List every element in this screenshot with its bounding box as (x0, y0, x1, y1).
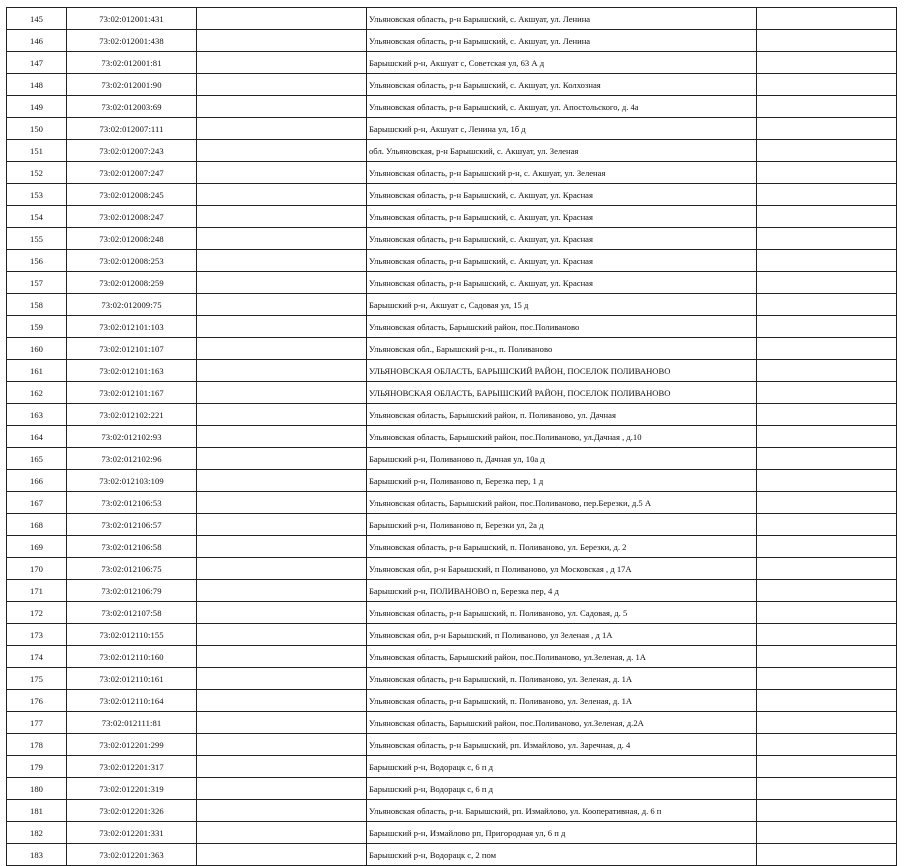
cadastral-number: 73:02:012102:96 (67, 448, 197, 470)
empty-cell (197, 228, 367, 250)
row-number: 154 (7, 206, 67, 228)
empty-cell (757, 734, 897, 756)
empty-cell (197, 690, 367, 712)
address: Ульяновская обл, р-н Барышский, п Поливаново, ул Московская , д 17А (367, 558, 757, 580)
row-number: 149 (7, 96, 67, 118)
row-number: 145 (7, 8, 67, 30)
empty-cell (197, 404, 367, 426)
empty-cell (197, 822, 367, 844)
row-number: 148 (7, 74, 67, 96)
empty-cell (757, 184, 897, 206)
empty-cell (757, 778, 897, 800)
row-number: 164 (7, 426, 67, 448)
empty-cell (757, 558, 897, 580)
empty-cell (757, 756, 897, 778)
empty-cell (757, 844, 897, 866)
empty-cell (757, 74, 897, 96)
table-row (7, 712, 897, 734)
cadastral-number: 73:02:012003:69 (67, 96, 197, 118)
empty-cell (197, 668, 367, 690)
row-number: 170 (7, 558, 67, 580)
cadastral-number: 73:02:012201:317 (67, 756, 197, 778)
empty-cell (197, 52, 367, 74)
row-number: 163 (7, 404, 67, 426)
address: Ульяновская область, р-н Барышский, п. Поливаново, ул. Садовая, д. 5 (367, 602, 757, 624)
empty-cell (757, 536, 897, 558)
cadastral-number: 73:02:012008:259 (67, 272, 197, 294)
registry-table-body (7, 8, 897, 866)
address: Ульяновская область, р-н Барышский, с. Акшуат, ул. Апостольского, д. 4а (367, 96, 757, 118)
cadastral-number: 73:02:012102:221 (67, 404, 197, 426)
empty-cell (197, 316, 367, 338)
row-number: 169 (7, 536, 67, 558)
empty-cell (757, 668, 897, 690)
address: Барышский р-н, Водорацк с, 6 п д (367, 756, 757, 778)
empty-cell (757, 250, 897, 272)
table-row (7, 272, 897, 294)
table-row (7, 30, 897, 52)
empty-cell (757, 140, 897, 162)
table-row (7, 470, 897, 492)
cadastral-number: 73:02:012201:319 (67, 778, 197, 800)
address: Ульяновская область, р-н Барышский, с. Акшуат, ул. Красная (367, 272, 757, 294)
empty-cell (757, 602, 897, 624)
cadastral-number: 73:02:012008:245 (67, 184, 197, 206)
address: Ульяновская область, р-н. Барышский, рп. Измайлово, ул. Кооперативная, д. 6 п (367, 800, 757, 822)
empty-cell (757, 624, 897, 646)
row-number: 147 (7, 52, 67, 74)
cadastral-number: 73:02:012106:79 (67, 580, 197, 602)
empty-cell (757, 822, 897, 844)
empty-cell (197, 492, 367, 514)
empty-cell (757, 690, 897, 712)
empty-cell (197, 580, 367, 602)
empty-cell (197, 360, 367, 382)
empty-cell (757, 646, 897, 668)
empty-cell (757, 492, 897, 514)
row-number: 150 (7, 118, 67, 140)
table-row (7, 382, 897, 404)
address: обл. Ульяновская, р-н Барышский, с. Акшуат, ул. Зеленая (367, 140, 757, 162)
empty-cell (757, 294, 897, 316)
table-row (7, 52, 897, 74)
empty-cell (757, 712, 897, 734)
empty-cell (197, 734, 367, 756)
empty-cell (197, 778, 367, 800)
cadastral-number: 73:02:012007:243 (67, 140, 197, 162)
table-row (7, 316, 897, 338)
empty-cell (197, 800, 367, 822)
empty-cell (197, 162, 367, 184)
cadastral-number: 73:02:012201:363 (67, 844, 197, 866)
empty-cell (197, 96, 367, 118)
table-row (7, 228, 897, 250)
empty-cell (757, 470, 897, 492)
cadastral-number: 73:02:012009:75 (67, 294, 197, 316)
table-row (7, 426, 897, 448)
empty-cell (197, 8, 367, 30)
row-number: 177 (7, 712, 67, 734)
row-number: 146 (7, 30, 67, 52)
row-number: 173 (7, 624, 67, 646)
address: Барышский р-н, ПОЛИВАНОВО п, Березка пер, 4 д (367, 580, 757, 602)
row-number: 168 (7, 514, 67, 536)
address: Барышский р-н, Акшуат с, Ленина ул, 1б д (367, 118, 757, 140)
row-number: 159 (7, 316, 67, 338)
empty-cell (757, 228, 897, 250)
row-number: 171 (7, 580, 67, 602)
empty-cell (197, 206, 367, 228)
cadastral-number: 73:02:012201:326 (67, 800, 197, 822)
row-number: 174 (7, 646, 67, 668)
row-number: 155 (7, 228, 67, 250)
table-row (7, 140, 897, 162)
address: Ульяновская область, Барышский район, пос.Поливаново, ул.Зеленая, д.2А (367, 712, 757, 734)
cadastral-number: 73:02:012101:167 (67, 382, 197, 404)
cadastral-number: 73:02:012111:81 (67, 712, 197, 734)
empty-cell (197, 602, 367, 624)
table-row (7, 8, 897, 30)
cadastral-number: 73:02:012007:111 (67, 118, 197, 140)
cadastral-number: 73:02:012008:247 (67, 206, 197, 228)
cadastral-number: 73:02:012001:90 (67, 74, 197, 96)
cadastral-number: 73:02:012008:253 (67, 250, 197, 272)
cadastral-number: 73:02:012107:58 (67, 602, 197, 624)
empty-cell (757, 272, 897, 294)
empty-cell (757, 360, 897, 382)
address: Ульяновская область, р-н Барышский, п. Поливаново, ул. Зеленая, д. 1А (367, 690, 757, 712)
empty-cell (757, 448, 897, 470)
empty-cell (197, 448, 367, 470)
table-row (7, 822, 897, 844)
address: Ульяновская область, Барышский район, пос.Поливаново, ул.Дачная , д.10 (367, 426, 757, 448)
cadastral-number: 73:02:012110:161 (67, 668, 197, 690)
address: Ульяновская область, р-н Барышский, рп. Измайлово, ул. Заречная, д. 4 (367, 734, 757, 756)
address: УЛЬЯНОВСКАЯ ОБЛАСТЬ, БАРЫШСКИЙ РАЙОН, ПОСЕЛОК ПОЛИВАНОВО (367, 360, 757, 382)
address: УЛЬЯНОВСКАЯ ОБЛАСТЬ, БАРЫШСКИЙ РАЙОН, ПОСЕЛОК ПОЛИВАНОВО (367, 382, 757, 404)
address: Ульяновская область, Барышский район, пос.Поливаново (367, 316, 757, 338)
address: Ульяновская область, р-н Барышский, с. Акшуат, ул. Ленина (367, 8, 757, 30)
address: Ульяновская область, Барышский район, пос.Поливаново, пер.Березки, д.5 А (367, 492, 757, 514)
empty-cell (757, 8, 897, 30)
empty-cell (197, 140, 367, 162)
address: Ульяновская область, р-н Барышский, с. Акшуат, ул. Красная (367, 250, 757, 272)
empty-cell (197, 558, 367, 580)
address: Ульяновская область, р-н Барышский р-н, с. Акшуат, ул. Зеленая (367, 162, 757, 184)
table-row (7, 184, 897, 206)
empty-cell (197, 338, 367, 360)
empty-cell (757, 162, 897, 184)
table-row (7, 448, 897, 470)
cadastral-number: 73:02:012001:81 (67, 52, 197, 74)
address: Ульяновская область, р-н Барышский, с. Акшуат, ул. Колхозная (367, 74, 757, 96)
cadastral-number: 73:02:012007:247 (67, 162, 197, 184)
empty-cell (197, 624, 367, 646)
empty-cell (197, 844, 367, 866)
row-number: 179 (7, 756, 67, 778)
address: Ульяновская обл., Барышский р-н., п. Поливаново (367, 338, 757, 360)
table-row (7, 96, 897, 118)
row-number: 180 (7, 778, 67, 800)
cadastral-number: 73:02:012103:109 (67, 470, 197, 492)
address: Ульяновская область, р-н Барышский, с. Акшуат, ул. Красная (367, 206, 757, 228)
empty-cell (757, 800, 897, 822)
empty-cell (197, 30, 367, 52)
row-number: 182 (7, 822, 67, 844)
cadastral-number: 73:02:012201:299 (67, 734, 197, 756)
row-number: 161 (7, 360, 67, 382)
row-number: 176 (7, 690, 67, 712)
cadastral-number: 73:02:012106:53 (67, 492, 197, 514)
row-number: 158 (7, 294, 67, 316)
row-number: 160 (7, 338, 67, 360)
row-number: 166 (7, 470, 67, 492)
table-row (7, 404, 897, 426)
table-row (7, 536, 897, 558)
cadastral-number: 73:02:012201:331 (67, 822, 197, 844)
empty-cell (757, 316, 897, 338)
row-number: 156 (7, 250, 67, 272)
empty-cell (757, 206, 897, 228)
cadastral-number: 73:02:012101:163 (67, 360, 197, 382)
cadastral-number: 73:02:012001:431 (67, 8, 197, 30)
empty-cell (757, 30, 897, 52)
table-row (7, 558, 897, 580)
table-row (7, 844, 897, 866)
cadastral-number: 73:02:012101:107 (67, 338, 197, 360)
empty-cell (197, 382, 367, 404)
cadastral-number: 73:02:012101:103 (67, 316, 197, 338)
address: Ульяновская область, Барышский район, п. Поливаново, ул. Дачная (367, 404, 757, 426)
row-number: 152 (7, 162, 67, 184)
row-number: 172 (7, 602, 67, 624)
cadastral-number: 73:02:012106:58 (67, 536, 197, 558)
table-row (7, 206, 897, 228)
cadastral-number: 73:02:012001:438 (67, 30, 197, 52)
table-row (7, 800, 897, 822)
address: Барышский р-н, Поливаново п, Березки ул, 2а д (367, 514, 757, 536)
row-number: 175 (7, 668, 67, 690)
address: Барышский р-н, Водорацк с, 6 п д (367, 778, 757, 800)
row-number: 162 (7, 382, 67, 404)
empty-cell (197, 250, 367, 272)
address: Барышский р-н, Поливаново п, Дачная ул, 10а д (367, 448, 757, 470)
empty-cell (197, 294, 367, 316)
table-row (7, 756, 897, 778)
row-number: 181 (7, 800, 67, 822)
empty-cell (757, 514, 897, 536)
table-row (7, 514, 897, 536)
cadastral-number: 73:02:012008:248 (67, 228, 197, 250)
table-row (7, 162, 897, 184)
table-row (7, 118, 897, 140)
row-number: 178 (7, 734, 67, 756)
empty-cell (197, 426, 367, 448)
table-row (7, 690, 897, 712)
empty-cell (757, 52, 897, 74)
address: Барышский р-н, Водорацк с, 2 пом (367, 844, 757, 866)
empty-cell (197, 756, 367, 778)
table-row (7, 668, 897, 690)
table-row (7, 778, 897, 800)
empty-cell (197, 514, 367, 536)
empty-cell (197, 536, 367, 558)
row-number: 157 (7, 272, 67, 294)
address: Барышский р-н, Поливаново п, Березка пер, 1 д (367, 470, 757, 492)
table-row (7, 580, 897, 602)
address: Барышский р-н, Акшуат с, Садовая ул, 15 д (367, 294, 757, 316)
table-row (7, 602, 897, 624)
empty-cell (757, 580, 897, 602)
empty-cell (197, 184, 367, 206)
empty-cell (757, 382, 897, 404)
address: Ульяновская область, р-н Барышский, п. Поливаново, ул. Зеленая, д. 1А (367, 668, 757, 690)
row-number: 151 (7, 140, 67, 162)
empty-cell (197, 272, 367, 294)
table-row (7, 360, 897, 382)
empty-cell (197, 712, 367, 734)
row-number: 183 (7, 844, 67, 866)
empty-cell (757, 338, 897, 360)
table-row (7, 646, 897, 668)
address: Барышский р-н, Акшуат с, Советская ул, 63 А д (367, 52, 757, 74)
empty-cell (197, 74, 367, 96)
registry-table (6, 7, 897, 866)
address: Ульяновская область, р-н Барышский, с. Акшуат, ул. Красная (367, 228, 757, 250)
table-row (7, 294, 897, 316)
address: Барышский р-н, Измайлово рп, Пригородная ул, 6 п д (367, 822, 757, 844)
empty-cell (757, 96, 897, 118)
table-row (7, 734, 897, 756)
row-number: 167 (7, 492, 67, 514)
cadastral-number: 73:02:012106:75 (67, 558, 197, 580)
row-number: 165 (7, 448, 67, 470)
cadastral-number: 73:02:012110:160 (67, 646, 197, 668)
cadastral-number: 73:02:012102:93 (67, 426, 197, 448)
empty-cell (197, 118, 367, 140)
table-row (7, 250, 897, 272)
empty-cell (197, 470, 367, 492)
empty-cell (757, 118, 897, 140)
cadastral-number: 73:02:012110:155 (67, 624, 197, 646)
table-row (7, 338, 897, 360)
address: Ульяновская обл, р-н Барышский, п Поливаново, ул Зеленая , д 1А (367, 624, 757, 646)
table-row (7, 492, 897, 514)
table-row (7, 624, 897, 646)
cadastral-number: 73:02:012110:164 (67, 690, 197, 712)
empty-cell (757, 404, 897, 426)
empty-cell (197, 646, 367, 668)
cadastral-number: 73:02:012106:57 (67, 514, 197, 536)
document-page (6, 7, 896, 866)
address: Ульяновская область, р-н Барышский, с. Акшуат, ул. Ленина (367, 30, 757, 52)
table-row (7, 74, 897, 96)
address: Ульяновская область, р-н Барышский, с. Акшуат, ул. Красная (367, 184, 757, 206)
address: Ульяновская область, р-н Барышский, п. Поливаново, ул. Березки, д. 2 (367, 536, 757, 558)
empty-cell (757, 426, 897, 448)
address: Ульяновская область, Барышский район, пос.Поливаново, ул.Зеленая, д. 1А (367, 646, 757, 668)
row-number: 153 (7, 184, 67, 206)
